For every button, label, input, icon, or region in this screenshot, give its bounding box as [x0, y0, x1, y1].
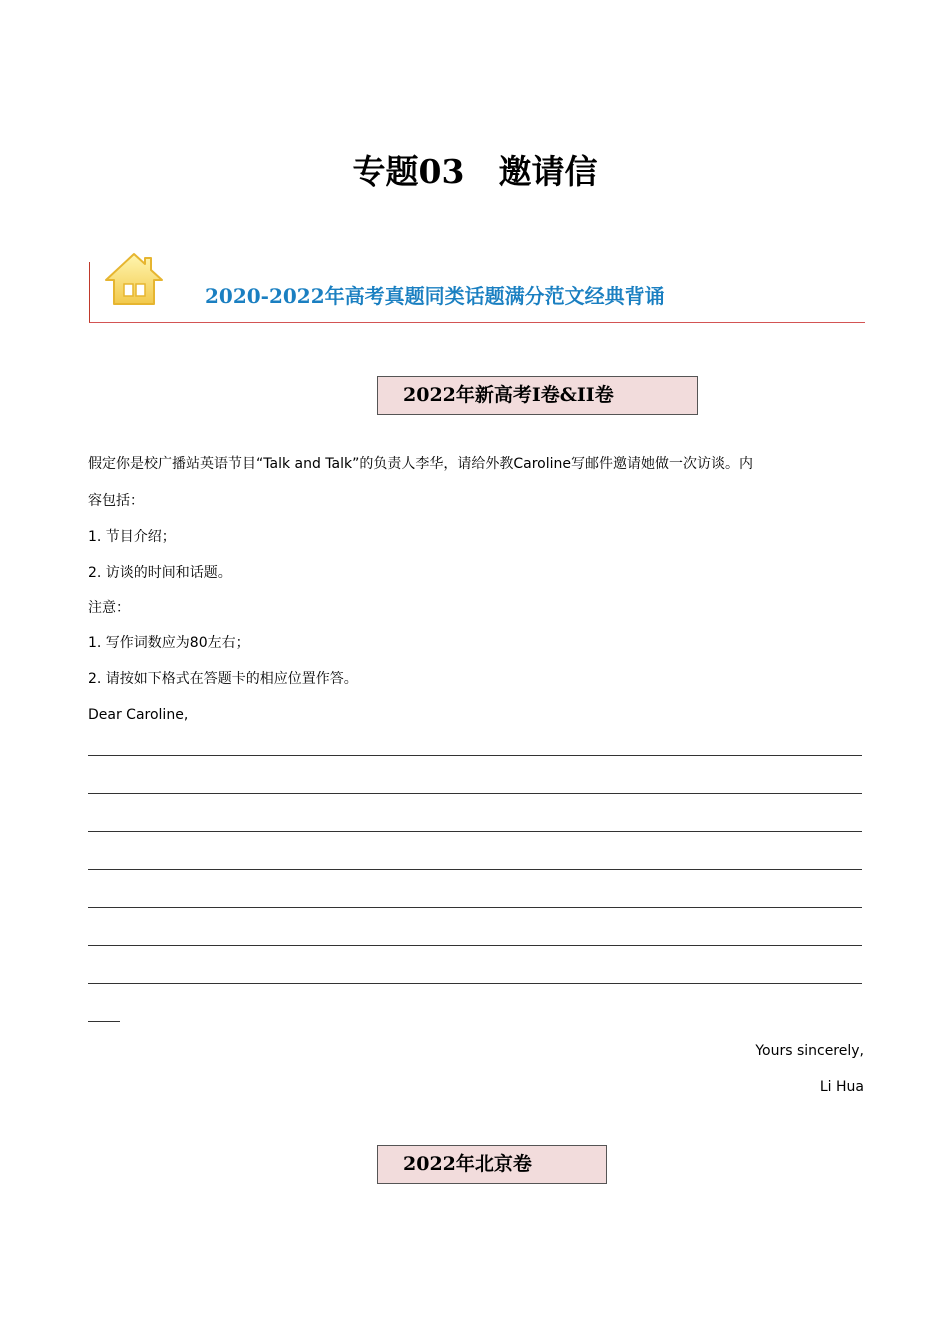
- title-topic-name: 邀请信: [498, 152, 598, 191]
- section-heading: 2020-2022年高考真题同类话题满分范文经典背诵: [205, 284, 665, 308]
- page-title: [0, 146, 950, 193]
- answer-line: [88, 755, 862, 756]
- answer-line: [88, 869, 862, 870]
- letter-greeting: Dear Caroline,: [88, 707, 189, 723]
- title-topic-number: 专题03: [352, 152, 465, 191]
- answer-line: [88, 983, 862, 984]
- exam-label-2022-beijing: 2022年北京卷: [377, 1145, 607, 1184]
- answer-line-end: [88, 1021, 120, 1022]
- prompt-item: 注意：: [88, 600, 130, 616]
- prompt-item: 1. 写作词数应为80左右；: [88, 635, 250, 651]
- letter-closing: Yours sincerely,: [755, 1043, 864, 1059]
- answer-line: [88, 793, 862, 794]
- answer-line: [88, 907, 862, 908]
- answer-line: [88, 945, 862, 946]
- answer-line: [88, 831, 862, 832]
- house-icon: [102, 250, 166, 308]
- prompt-line-1: 假定你是校广播站英语节目“Talk and Talk”的负责人李华，请给外教Caroline写邮件邀请她做一次访谈。内: [88, 456, 753, 472]
- prompt-line-2: 容包括：: [88, 493, 144, 509]
- prompt-item: 2. 访谈的时间和话题。: [88, 565, 232, 581]
- letter-signature: Li Hua: [819, 1079, 864, 1095]
- exam-label-2022-new-gaokao: 2022年新高考I卷&II卷: [377, 376, 698, 415]
- prompt-item: 2. 请按如下格式在答题卡的相应位置作答。: [88, 671, 358, 687]
- section-banner: [89, 262, 865, 323]
- prompt-item: 1. 节目介绍；: [88, 529, 176, 545]
